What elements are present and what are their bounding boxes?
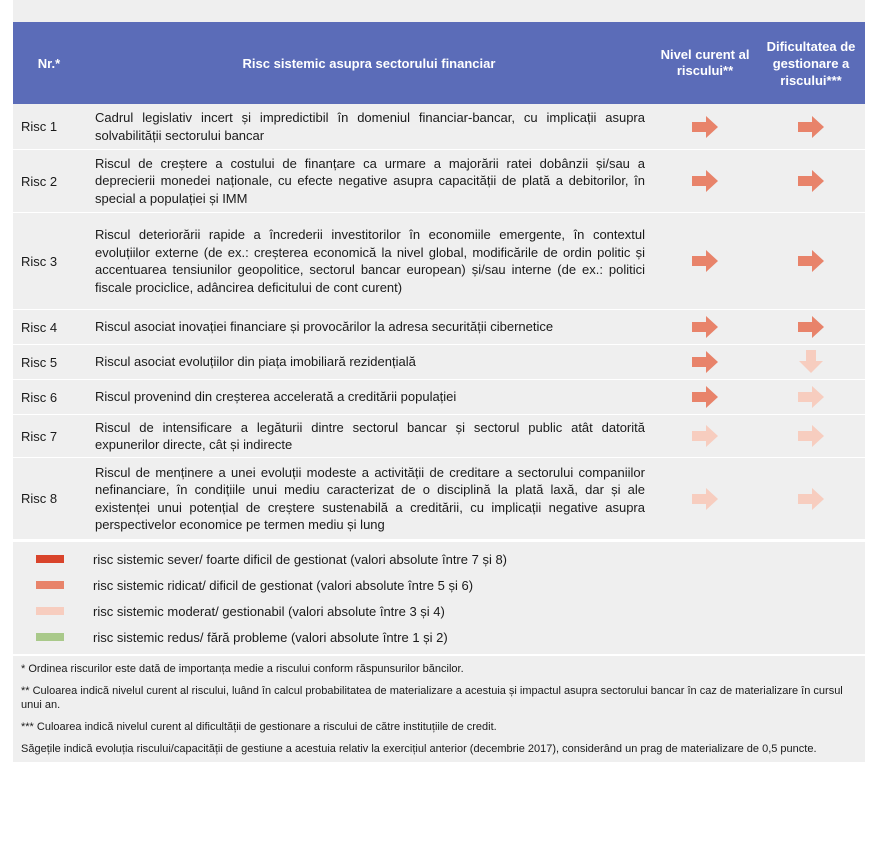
legend-item <box>13 572 865 598</box>
level-cell <box>653 315 757 339</box>
top-band <box>13 0 865 22</box>
arrow-right-icon <box>797 249 825 273</box>
legend-item <box>13 546 865 572</box>
footnote: * Ordinea riscurilor este dată de importanța medie a riscului conform răspunsurilor băncilor. <box>21 663 464 675</box>
legend-label: risc sistemic redus/ fără probleme (valori absolute între 1 și 2) <box>93 629 448 645</box>
level-cell <box>653 487 757 511</box>
level-cell <box>653 424 757 448</box>
legend <box>13 540 865 654</box>
risk-number: Risc 8 <box>21 491 58 506</box>
arrow-right-icon <box>691 350 719 374</box>
header-nr: Nr.* <box>37 55 61 71</box>
table-row <box>13 213 865 310</box>
table-row <box>13 415 865 458</box>
level-cell <box>653 115 757 139</box>
header-current-level: Nivel curent al riscului** <box>660 47 750 78</box>
risk-description: Cadrul legislativ incert și impredictibil în domeniul financiar-bancar, cu implicații asupra solvabilității sectorului bancar <box>95 110 645 143</box>
legend-item <box>13 624 865 650</box>
arrow-right-icon <box>691 487 719 511</box>
risk-number: Risc 2 <box>21 173 58 189</box>
legend-label: risc sistemic sever/ foarte dificil de gestionat (valori absolute între 7 și 8) <box>93 551 508 567</box>
difficulty-cell <box>757 385 865 409</box>
footnotes <box>13 654 865 762</box>
arrow-right-icon <box>797 315 825 339</box>
difficulty-cell <box>757 169 865 193</box>
risk-number: Risc 7 <box>21 428 58 444</box>
difficulty-cell <box>757 315 865 339</box>
footnote: Săgețile indică evoluția riscului/capacității de gestiune a acestuia relativ la exercițiul anterior (decembrie 2017), considerând un prag de materializare de 0,5 puncte. <box>21 743 817 755</box>
risk-description: Riscul asociat evoluțiilor din piața imobiliară rezidențială <box>95 354 416 370</box>
table-row <box>13 380 865 415</box>
risk-description: Riscul de creștere a costului de finanțare ca urmare a majorării ratei dobânzii și/sau a deprecierii monedei naționale, cu efecte negative asupra capacității de plată a debitorilor, în special a populației și IMM <box>95 155 645 206</box>
legend-label: risc sistemic ridicat/ dificil de gestionat (valori absolute între 5 și 6) <box>93 577 474 593</box>
legend-swatch <box>36 581 64 589</box>
legend-item <box>13 598 865 624</box>
legend-label: risc sistemic moderat/ gestionabil (valori absolute între 3 și 4) <box>93 603 445 619</box>
table-header <box>13 22 865 104</box>
table-row <box>13 150 865 213</box>
arrow-right-icon <box>797 424 825 448</box>
arrow-right-icon <box>691 424 719 448</box>
header-difficulty: Dificultatea de gestionare a riscului*** <box>766 38 856 88</box>
difficulty-cell <box>757 115 865 139</box>
arrow-right-icon <box>797 115 825 139</box>
level-cell <box>653 385 757 409</box>
legend-swatch <box>36 607 64 615</box>
arrow-down-icon <box>797 350 825 374</box>
difficulty-cell <box>757 249 865 273</box>
risk-number: Risc 5 <box>21 354 58 370</box>
risk-description: Riscul de menținere a unei evoluții modeste a activității de creditare a sectorului companiilor nefinanciare, în condițiile unui mediu caracterizat de o disciplină la plată laxă, dar și ale existenței unui potențial de creștere sustenabilă a creditării, cu implicații negative asupra perspectivelor economice pe termen mediu și lung <box>95 464 645 532</box>
footnote: ** Culoarea indică nivelul curent al riscului, luând în calcul probabilitatea de materializare a acestuia și impactul asupra sectorului bancar în caz de materializare în cursul unui an. <box>21 685 843 711</box>
arrow-right-icon <box>691 315 719 339</box>
risk-description: Riscul deteriorării rapide a încrederii investitorilor în economiile emergente, în contextul evoluțiilor externe (de ex.: creșterea economică la nivel global, modificările de ordin politic și accentuarea tensiunilor geopolitice, sectorul bancar european) și/sau interne (de ex.: politici fiscale prociclice, adâncirea deficitului de cont curent) <box>95 227 645 295</box>
risk-description: Riscul de intensificare a legăturii dintre sectorul bancar și sectorul public atât datorită expunerilor directe, cât și indirecte <box>95 419 645 452</box>
risk-table-figure <box>13 0 865 762</box>
risk-description: Riscul asociat inovației financiare și provocărilor la adresa securității cibernetice <box>95 319 554 335</box>
level-cell <box>653 169 757 193</box>
table-row <box>13 345 865 380</box>
arrow-right-icon <box>691 169 719 193</box>
arrow-right-icon <box>691 249 719 273</box>
table-body <box>13 104 865 540</box>
table-row <box>13 458 865 540</box>
arrow-right-icon <box>797 385 825 409</box>
risk-number: Risc 4 <box>21 319 58 335</box>
table-row <box>13 104 865 150</box>
arrow-right-icon <box>691 115 719 139</box>
header-description: Risc sistemic asupra sectorului financiar <box>242 55 496 71</box>
legend-swatch <box>36 633 64 641</box>
arrow-right-icon <box>691 385 719 409</box>
risk-number: Risc 3 <box>21 253 58 269</box>
table-row <box>13 310 865 345</box>
level-cell <box>653 350 757 374</box>
arrow-right-icon <box>797 169 825 193</box>
legend-swatch <box>36 555 64 563</box>
footnote: *** Culoarea indică nivelul curent al dificultății de gestionare a riscului de către instituțiile de credit. <box>21 721 497 733</box>
difficulty-cell <box>757 487 865 511</box>
difficulty-cell <box>757 424 865 448</box>
level-cell <box>653 249 757 273</box>
risk-number: Risc 6 <box>21 389 58 405</box>
difficulty-cell <box>757 350 865 374</box>
risk-number: Risc 1 <box>21 119 58 134</box>
arrow-right-icon <box>797 487 825 511</box>
risk-description: Riscul provenind din creșterea accelerată a creditării populației <box>95 389 457 405</box>
